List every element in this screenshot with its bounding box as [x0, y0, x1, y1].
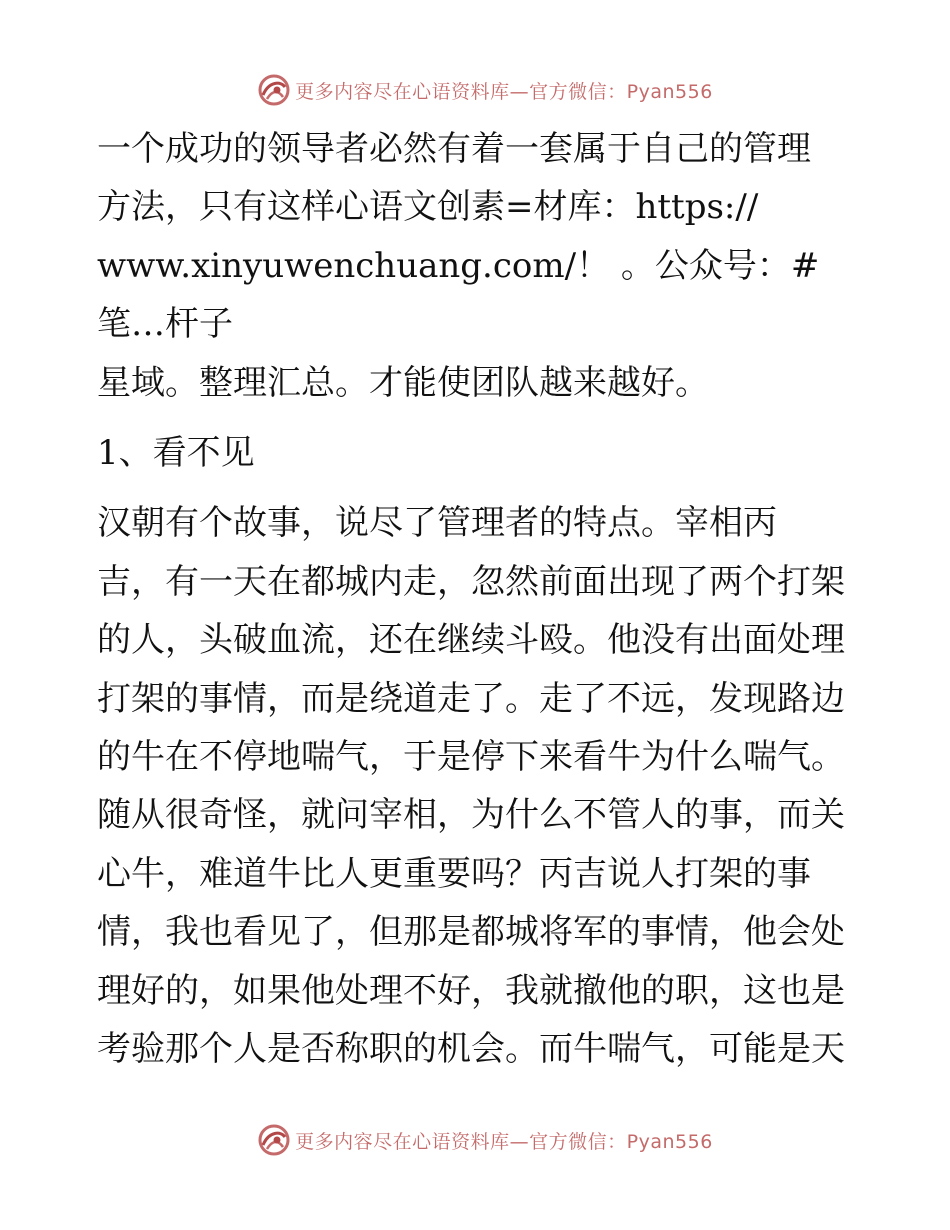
logo-icon	[257, 73, 291, 107]
watermark-group	[257, 73, 713, 107]
document-body	[97, 120, 857, 1079]
watermark-text: 更多内容尽在心语资料库—官方微信：Pyan556	[295, 80, 713, 103]
intro-paragraph: 一个成功的领导者必然有着一套属于自己的管理 方法，只有这样心语文创素=材库：https:// www.xinyuwenchuang.com/！ 。公众号：#笔…杆子 星域。整理汇总。才能使团队越来越好。	[97, 129, 820, 403]
story-paragraph: 汉朝有个故事，说尽了管理者的特点。宰相丙 吉，有一天在都城内走，忽然前面出现了两个打架 的人，头破血流，还在继续斗殴。他没有出面处理 打架的事情，而是绕道走了。走了不远，发现路边 的牛在不停地喘气，于是停下来看牛为什么喘气。 随从很奇怪，就问宰相，为什么不管人的事，而关 心牛，难道牛比人更重要吗？丙吉说人打架的事 情，我也看见了，但那是都城将军的事情，他会处 理好的，如果他处理不好，我就撤他的职，这也是 考验那个人是否称职的机会。而牛喘气，可能是天	[97, 503, 845, 1070]
section-heading: 1、看不见	[97, 433, 255, 474]
watermark-group	[257, 1123, 713, 1157]
watermark-text: 更多内容尽在心语资料库—官方微信：Pyan556	[295, 1130, 713, 1153]
logo-icon	[257, 1123, 291, 1157]
header-watermark	[0, 70, 950, 110]
footer-watermark	[0, 1120, 950, 1160]
